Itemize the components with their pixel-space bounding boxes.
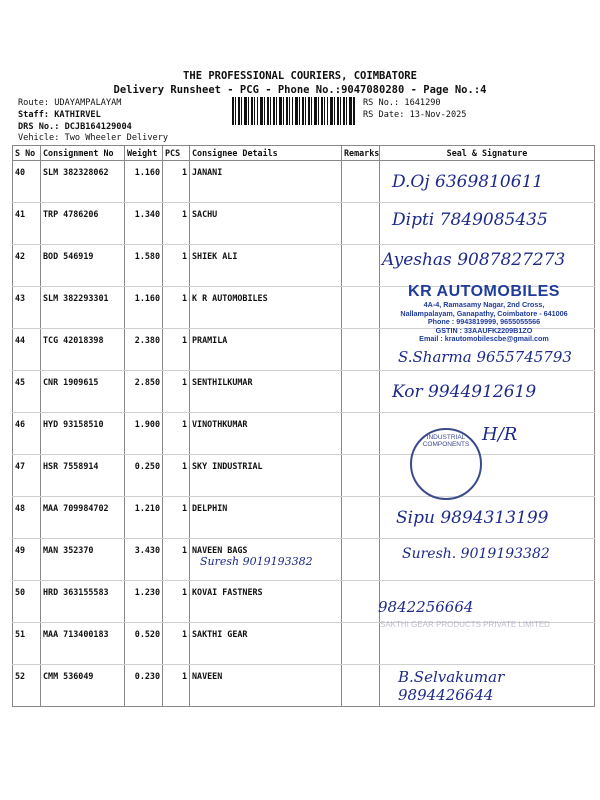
cell-consignee: SACHU [190,203,342,245]
stamp-address-1: 4A-4, Ramasamy Nagar, 2nd Cross, [423,300,545,309]
stamp-phone: Phone : 9943819999, 9655055566 [427,317,541,326]
cell-weight: 1.210 [125,497,163,539]
cell-remarks [342,497,380,539]
signature-row-44: S.Sharma 9655745793 [398,348,572,366]
stamp-company-name: KR AUTOMOBILES [408,283,560,300]
cell-pcs: 1 [163,455,190,497]
signature-row-49: Suresh. 9019193382 [402,546,550,562]
cell-weight: 2.850 [125,371,163,413]
cell-weight: 1.900 [125,413,163,455]
cell-remarks [342,665,380,707]
cell-consignee: SAKTHI GEAR [190,623,342,665]
col-consignment: Consignment No [41,146,125,161]
signature-row-52: B.Selvakumar 9894426644 [398,668,505,704]
cell-sno: 51 [13,623,41,665]
kr-automobiles-stamp [386,283,582,343]
cell-remarks [342,245,380,287]
signature-row-50: 9842256664 [378,598,474,616]
cell-consignment: MAN 352370 [41,539,125,581]
cell-consignment: CMM 536049 [41,665,125,707]
signature-row-40: D.Oj 6369810611 [392,172,544,192]
cell-remarks [342,161,380,203]
cell-consignment: MAA 709984702 [41,497,125,539]
cell-weight: 0.520 [125,623,163,665]
cell-sno: 43 [13,287,41,329]
cell-weight: 2.380 [125,329,163,371]
sakthi-gear-stamp: SAKTHI GEAR PRODUCTS PRIVATE LIMITED [380,620,550,629]
cell-remarks [342,329,380,371]
cell-sno: 50 [13,581,41,623]
col-consignee: Consignee Details [190,146,342,161]
cell-consignee: SHIEK ALI [190,245,342,287]
cell-consignment: TRP 4786206 [41,203,125,245]
table-header-row [13,146,595,161]
signature-row-46: H/R [482,424,518,445]
cell-weight: 1.340 [125,203,163,245]
cell-sno: 40 [13,161,41,203]
cell-sno: 41 [13,203,41,245]
cell-remarks [342,455,380,497]
cell-weight: 3.430 [125,539,163,581]
cell-pcs: 1 [163,539,190,581]
handwritten-note-row-49: Suresh 9019193382 [200,555,313,568]
stamp-gstin: GSTIN : 33AAUFK2209B1ZO [435,325,533,335]
drs-label: DRS No.: DCJB164129004 [18,122,132,132]
table-row [13,455,595,497]
cell-consignment: HSR 7558914 [41,455,125,497]
cell-sno: 52 [13,665,41,707]
route-label: Route: UDAYAMPALAYAM [18,98,122,108]
cell-pcs: 1 [163,161,190,203]
cell-sno: 44 [13,329,41,371]
cell-consignment: HRD 363155583 [41,581,125,623]
cell-sno: 47 [13,455,41,497]
cell-pcs: 1 [163,287,190,329]
rs-date: RS Date: 13-Nov-2025 [363,110,467,120]
cell-consignee: PRAMILA [190,329,342,371]
cell-pcs: 1 [163,623,190,665]
signature-row-42: Ayeshas 9087827273 [382,250,566,270]
runsheet-subtitle: Delivery Runsheet - PCG - Phone No.:9047080280 - Page No.:4 [113,84,487,96]
cell-weight: 0.230 [125,665,163,707]
cell-weight: 1.580 [125,245,163,287]
cell-consignee: SENTHILKUMAR [190,371,342,413]
cell-consignment: HYD 93158510 [41,413,125,455]
cell-sno: 48 [13,497,41,539]
cell-consignment: BOD 546919 [41,245,125,287]
cell-consignment: SLM 382328062 [41,161,125,203]
signature-row-41: Dipti 7849085435 [392,210,548,230]
stamp-address-2: Nallampalayam, Ganapathy, Coimbatore - 641006 [400,308,568,318]
cell-consignment: CNR 1909615 [41,371,125,413]
cell-consignment: SLM 382293301 [41,287,125,329]
seal-text: INDUSTRIAL COMPONENTS [422,434,470,448]
cell-consignee: K R AUTOMOBILES [190,287,342,329]
cell-consignment: MAA 713400183 [41,623,125,665]
cell-remarks [342,287,380,329]
cell-sno: 42 [13,245,41,287]
cell-remarks [342,371,380,413]
cell-weight: 1.230 [125,581,163,623]
cell-consignee: DELPHIN [190,497,342,539]
col-remarks: Remarks [342,146,380,161]
cell-pcs: 1 [163,413,190,455]
col-seal-signature: Seal & Signature [380,146,595,161]
table-row [13,581,595,623]
cell-consignee: JANANI [190,161,342,203]
col-weight: Weight [125,146,163,161]
cell-pcs: 1 [163,245,190,287]
cell-pcs: 1 [163,203,190,245]
cell-weight: 1.160 [125,161,163,203]
col-sno: S No [13,146,41,161]
cell-consignee: NAVEEN BAGS [190,539,342,581]
cell-consignee: KOVAI FASTNERS [190,581,342,623]
cell-weight: 0.250 [125,455,163,497]
cell-remarks [342,413,380,455]
sky-industrial-seal [410,428,482,500]
barcode [232,97,356,125]
cell-consignment: TCG 42018398 [41,329,125,371]
company-title: THE PROFESSIONAL COURIERS, COIMBATORE [183,70,417,82]
cell-pcs: 1 [163,329,190,371]
cell-consignee: NAVEEN [190,665,342,707]
cell-remarks [342,581,380,623]
cell-consignee: VINOTHKUMAR [190,413,342,455]
cell-weight: 1.160 [125,287,163,329]
cell-remarks [342,539,380,581]
cell-remarks [342,203,380,245]
cell-pcs: 1 [163,665,190,707]
cell-pcs: 1 [163,497,190,539]
cell-sno: 46 [13,413,41,455]
cell-sno: 49 [13,539,41,581]
staff-label: Staff: KATHIRVEL [18,110,101,120]
signature-row-48: Sipu 9894313199 [396,508,549,528]
col-pcs: PCS [163,146,190,161]
cell-remarks [342,623,380,665]
cell-pcs: 1 [163,581,190,623]
cell-consignee: SKY INDUSTRIAL [190,455,342,497]
cell-pcs: 1 [163,371,190,413]
signature-row-45: Kor 9944912619 [392,382,537,402]
cell-sno: 45 [13,371,41,413]
rs-number: RS No.: 1641290 [363,98,441,108]
vehicle-label: Vehicle: Two Wheeler Delivery [18,133,169,143]
stamp-email: Email : krautomobilescbe@gmail.com [419,334,549,343]
